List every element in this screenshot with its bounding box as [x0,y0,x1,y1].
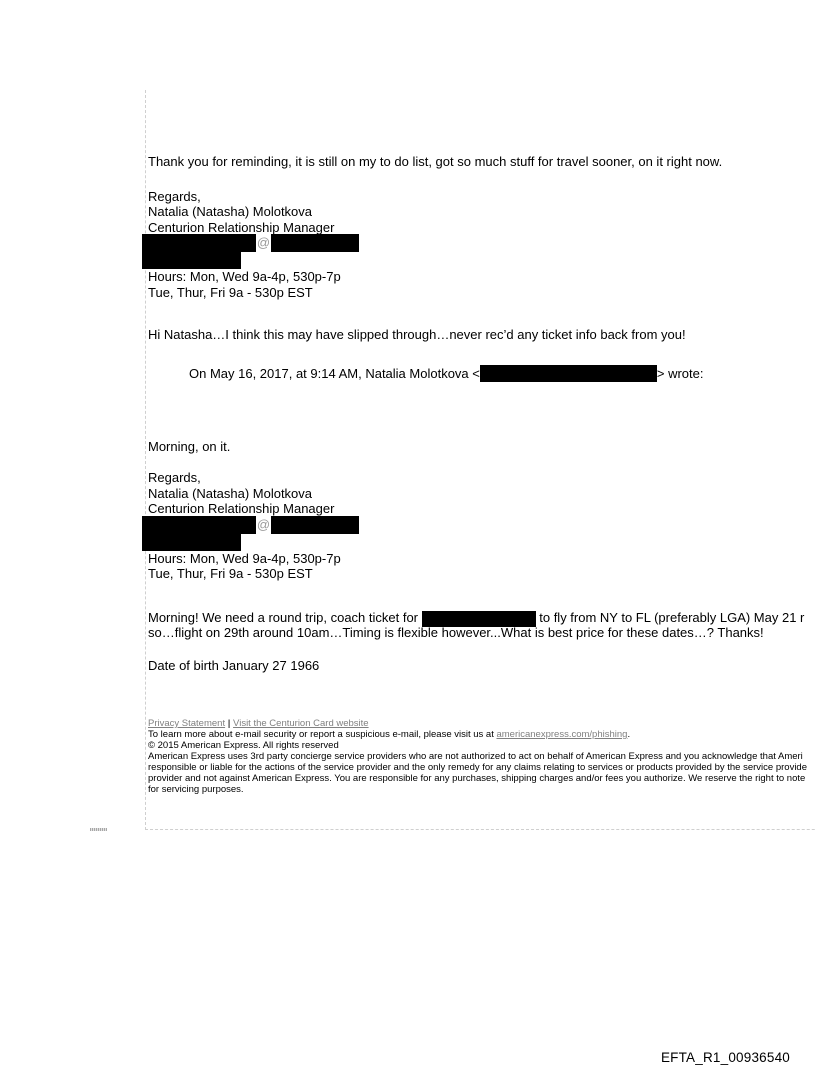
redacted-email-row [142,234,816,252]
privacy-statement-link[interactable]: Privacy Statement [148,718,226,729]
phishing-notice-prefix: To learn more about e-mail security or report a suspicious e-mail, please visit us at [148,729,497,740]
bates-number: EFTA_R1_00936540 [660,1050,790,1065]
signature-title: Centurion Relationship Manager [148,219,335,235]
signature-block-2 [148,470,816,582]
signature-block-1 [148,189,816,301]
signature-hours-2: Tue, Thur, Fri 9a - 530p EST [148,284,313,300]
redaction-bar [142,516,256,534]
quote-header-suffix: > wrote: [656,365,704,381]
ticket-request [148,610,816,641]
signature-name: Natalia (Natasha) Molotkova [148,204,313,219]
margin-artifact [90,828,107,831]
redaction-bar [271,234,359,252]
email-legal-footer [148,718,816,795]
redaction-bar [271,516,359,534]
phishing-notice-row [148,729,816,740]
at-symbol: @ [256,516,271,532]
footer-links-row [148,718,816,729]
disclaimer-line-3: provider and not against American Express. You are responsible for any purchases, shipping charges and/or fees you authorize. We reserve the right to note [148,773,806,784]
signature-name: Natalia (Natasha) Molotkova [148,485,313,501]
signature-hours-2: Tue, Thur, Fri 9a - 530p EST [148,566,313,581]
centurion-website-link[interactable]: Visit the Centurion Card website [233,718,369,729]
redaction-bar [142,252,241,269]
redaction-bar [142,534,241,551]
date-of-birth-text: Date of birth January 27 1966 [148,657,320,673]
email-thread [145,90,816,830]
ticket-request-line-2: so…flight on 29th around 10am…Timing is flexible however...What is best price for these dates…? Thanks! [148,625,764,640]
at-symbol: @ [256,235,271,250]
quote-header [148,365,816,382]
quote-header-prefix: On May 16, 2017, at 9:14 AM, Natalia Molotkova < [189,365,480,381]
phishing-notice-suffix: . [627,729,631,740]
redacted-phone-row [142,252,816,269]
copyright-text: © 2015 American Express. All rights reserved [148,740,339,751]
redacted-email-row [142,516,816,534]
signature-regards: Regards, [148,470,201,485]
client-message-text: Hi Natasha…I think this may have slipped through…never rec’d any ticket info back from you! [148,327,686,342]
request-prefix: Morning! We need a round trip, coach ticket for [148,609,422,625]
link-separator: | [227,718,231,729]
redacted-phone-row [142,534,816,551]
signature-regards: Regards, [148,188,201,204]
disclaimer-line-4: for servicing purposes. [148,784,244,795]
ticket-request-line-1 [148,610,816,626]
request-suffix: to fly from NY to FL (preferably LGA) May 21 r [535,609,805,625]
disclaimer-line-2: responsible or liable for the actions of the service provider and the only remedy for any claims relating to services or products provided by the service provide [148,762,807,773]
signature-hours-1: Hours: Mon, Wed 9a-4p, 530p-7p [148,550,341,566]
phishing-link[interactable]: americanexpress.com/phishing [496,729,628,740]
reply-morning-text: Morning, on it. [148,438,231,454]
redaction-bar [480,365,657,382]
disclaimer-line-1: American Express uses 3rd party concierge service providers who are not authorized to act on behalf of American Express and you acknowledge that Ameri [148,751,803,762]
reply-top-text: Thank you for reminding, it is still on my to do list, got so much stuff for travel sooner, on it right now. [148,154,723,169]
signature-hours-1: Hours: Mon, Wed 9a-4p, 530p-7p [148,269,341,284]
redaction-bar [142,234,256,252]
signature-title: Centurion Relationship Manager [148,501,335,516]
